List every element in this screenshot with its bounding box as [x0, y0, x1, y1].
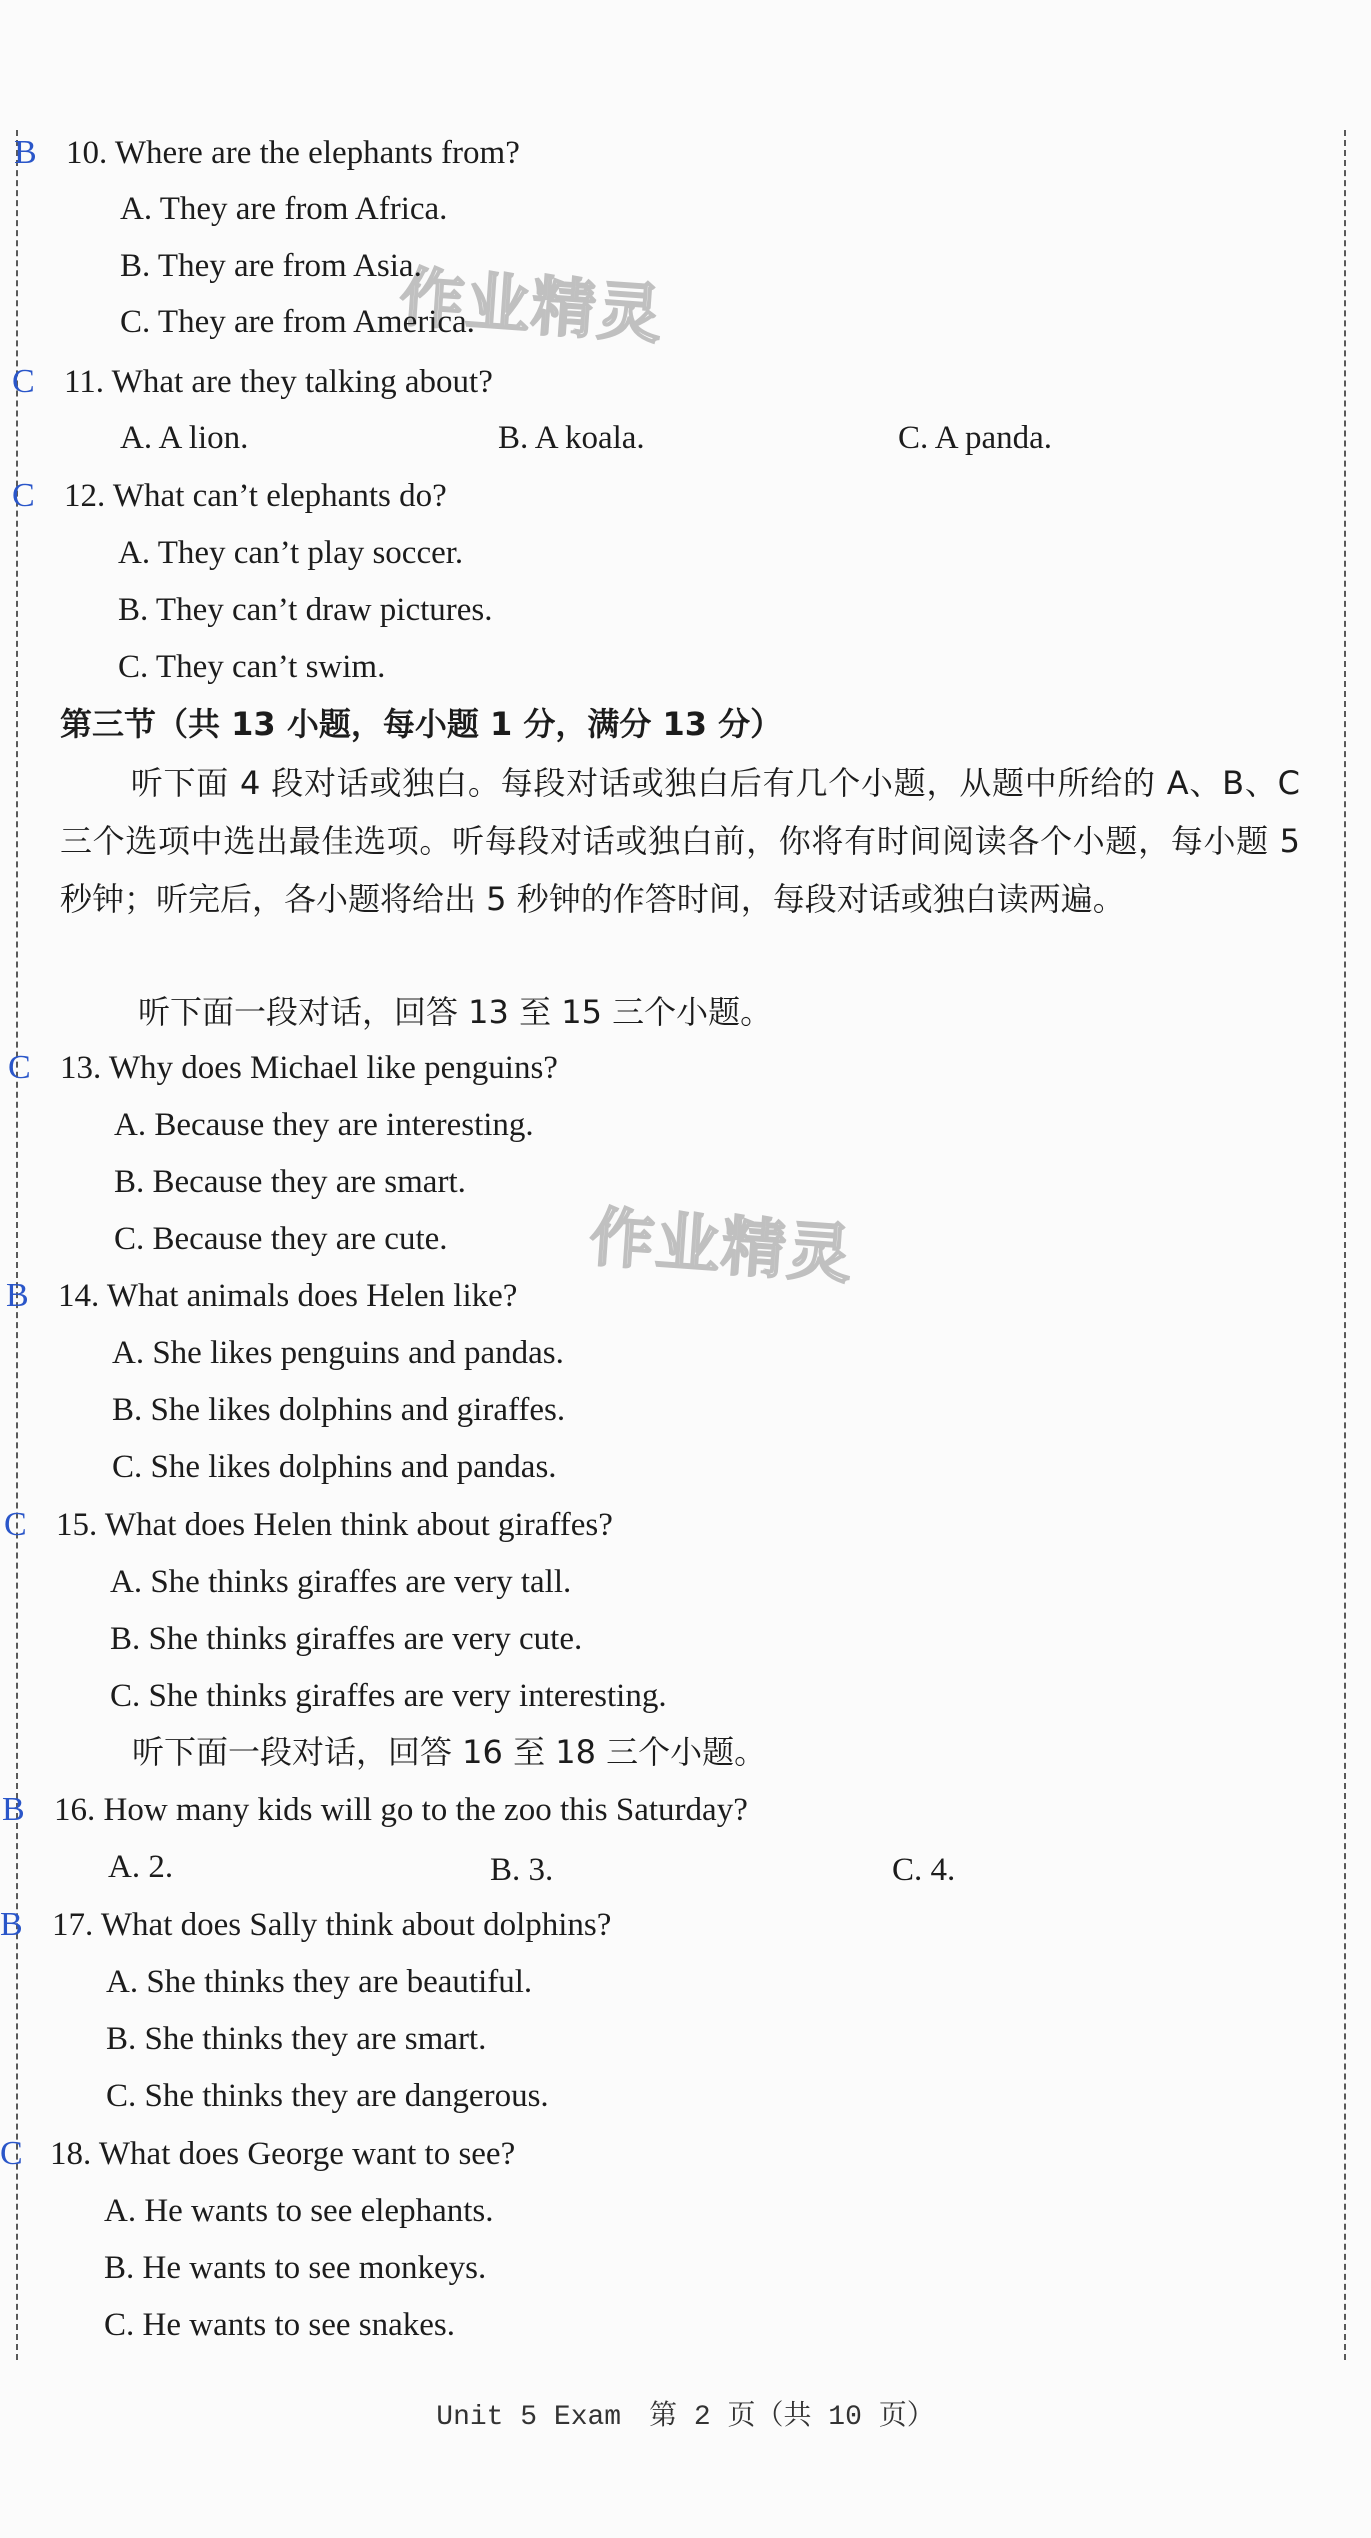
option-c-q12: C. They can’t swim. — [118, 649, 386, 685]
option-a-q11: A. A lion. — [120, 420, 249, 456]
option-b-q17: B. She thinks they are smart. — [106, 2021, 487, 2057]
question-stem-q11: 11. What are they talking about? — [64, 364, 493, 400]
option-c-q11: C. A panda. — [898, 420, 1052, 456]
answer-mark-q12: C — [12, 477, 35, 514]
answer-mark-q15: C — [4, 1506, 27, 1543]
answer-mark-q10: B — [14, 134, 37, 171]
right-dashed-margin — [1344, 130, 1346, 2360]
option-b-q12: B. They can’t draw pictures. — [118, 592, 493, 628]
option-a-q15: A. She thinks giraffes are very tall. — [110, 1564, 572, 1600]
question-stem-q17: 17. What does Sally think about dolphins? — [52, 1907, 612, 1943]
option-a-q14: A. She likes penguins and pandas. — [112, 1335, 564, 1371]
answer-mark-q14: B — [6, 1277, 29, 1314]
option-b-q14: B. She likes dolphins and giraffes. — [112, 1392, 566, 1428]
option-c-q18: C. He wants to see snakes. — [104, 2307, 456, 2343]
answer-mark-q18: C — [0, 2135, 23, 2172]
option-a-q12: A. They can’t play soccer. — [118, 535, 464, 571]
left-dashed-margin — [16, 130, 18, 2360]
question-stem-q15: 15. What does Helen think about giraffes? — [56, 1507, 613, 1543]
answer-mark-q16: B — [2, 1791, 25, 1828]
dialog-intro-16-18: 听下面一段对话，回答 16 至 18 三个小题。 — [132, 1733, 767, 1771]
option-c-q10: C. They are from America. — [120, 304, 475, 340]
option-c-q13: C. Because they are cute. — [114, 1221, 448, 1257]
section-instructions — [60, 754, 1300, 928]
answer-mark-q11: C — [12, 363, 35, 400]
option-c-q17: C. She thinks they are dangerous. — [106, 2078, 549, 2114]
option-b-q10: B. They are from Asia. — [120, 248, 422, 284]
option-a-q13: A. Because they are interesting. — [114, 1107, 534, 1143]
question-stem-q18: 18. What does George want to see? — [50, 2136, 516, 2172]
instructions-text: 听下面 4 段对话或独白。每段对话或独白后有几个小题，从题中所给的 A、B、C 三个选项中选出最佳选项。听每段对话或独白前，你将有时间阅读各个小题，每小题 5 秒钟；听完后，各小题将给出 5 秒钟的作答时间，每段对话或独白读两遍。 — [60, 764, 1300, 918]
page-footer: Unit 5 Exam 第 2 页（共 10 页） — [436, 2402, 935, 2433]
option-b-q16: B. 3. — [490, 1852, 554, 1888]
question-stem-q10: 10. Where are the elephants from? — [66, 135, 520, 171]
question-stem-q13: 13. Why does Michael like penguins? — [60, 1050, 558, 1086]
option-b-q11: B. A koala. — [498, 420, 645, 456]
option-b-q18: B. He wants to see monkeys. — [104, 2250, 487, 2286]
answer-mark-q13: C — [8, 1049, 31, 1086]
option-c-q14: C. She likes dolphins and pandas. — [112, 1449, 557, 1485]
question-stem-q12: 12. What can’t elephants do? — [64, 478, 447, 514]
option-c-q16: C. 4. — [892, 1852, 956, 1888]
dialog-intro-13-15: 听下面一段对话，回答 13 至 15 三个小题。 — [138, 993, 773, 1031]
watermark: 作业精灵 — [587, 1200, 856, 1294]
option-c-q15: C. She thinks giraffes are very interesting. — [110, 1678, 667, 1714]
question-stem-q16: 16. How many kids will go to the zoo this Saturday? — [54, 1792, 748, 1828]
question-stem-q14: 14. What animals does Helen like? — [58, 1278, 518, 1314]
answer-mark-q17: B — [0, 1906, 23, 1943]
option-b-q13: B. Because they are smart. — [114, 1164, 466, 1200]
option-a-q16: A. 2. — [108, 1849, 174, 1885]
option-a-q18: A. He wants to see elephants. — [104, 2193, 494, 2229]
section-heading: 第三节（共 13 小题，每小题 1 分，满分 13 分） — [60, 705, 783, 743]
watermark: 作业精灵 — [397, 260, 666, 354]
option-a-q10: A. They are from Africa. — [120, 191, 448, 227]
option-b-q15: B. She thinks giraffes are very cute. — [110, 1621, 583, 1657]
option-a-q17: A. She thinks they are beautiful. — [106, 1964, 533, 2000]
